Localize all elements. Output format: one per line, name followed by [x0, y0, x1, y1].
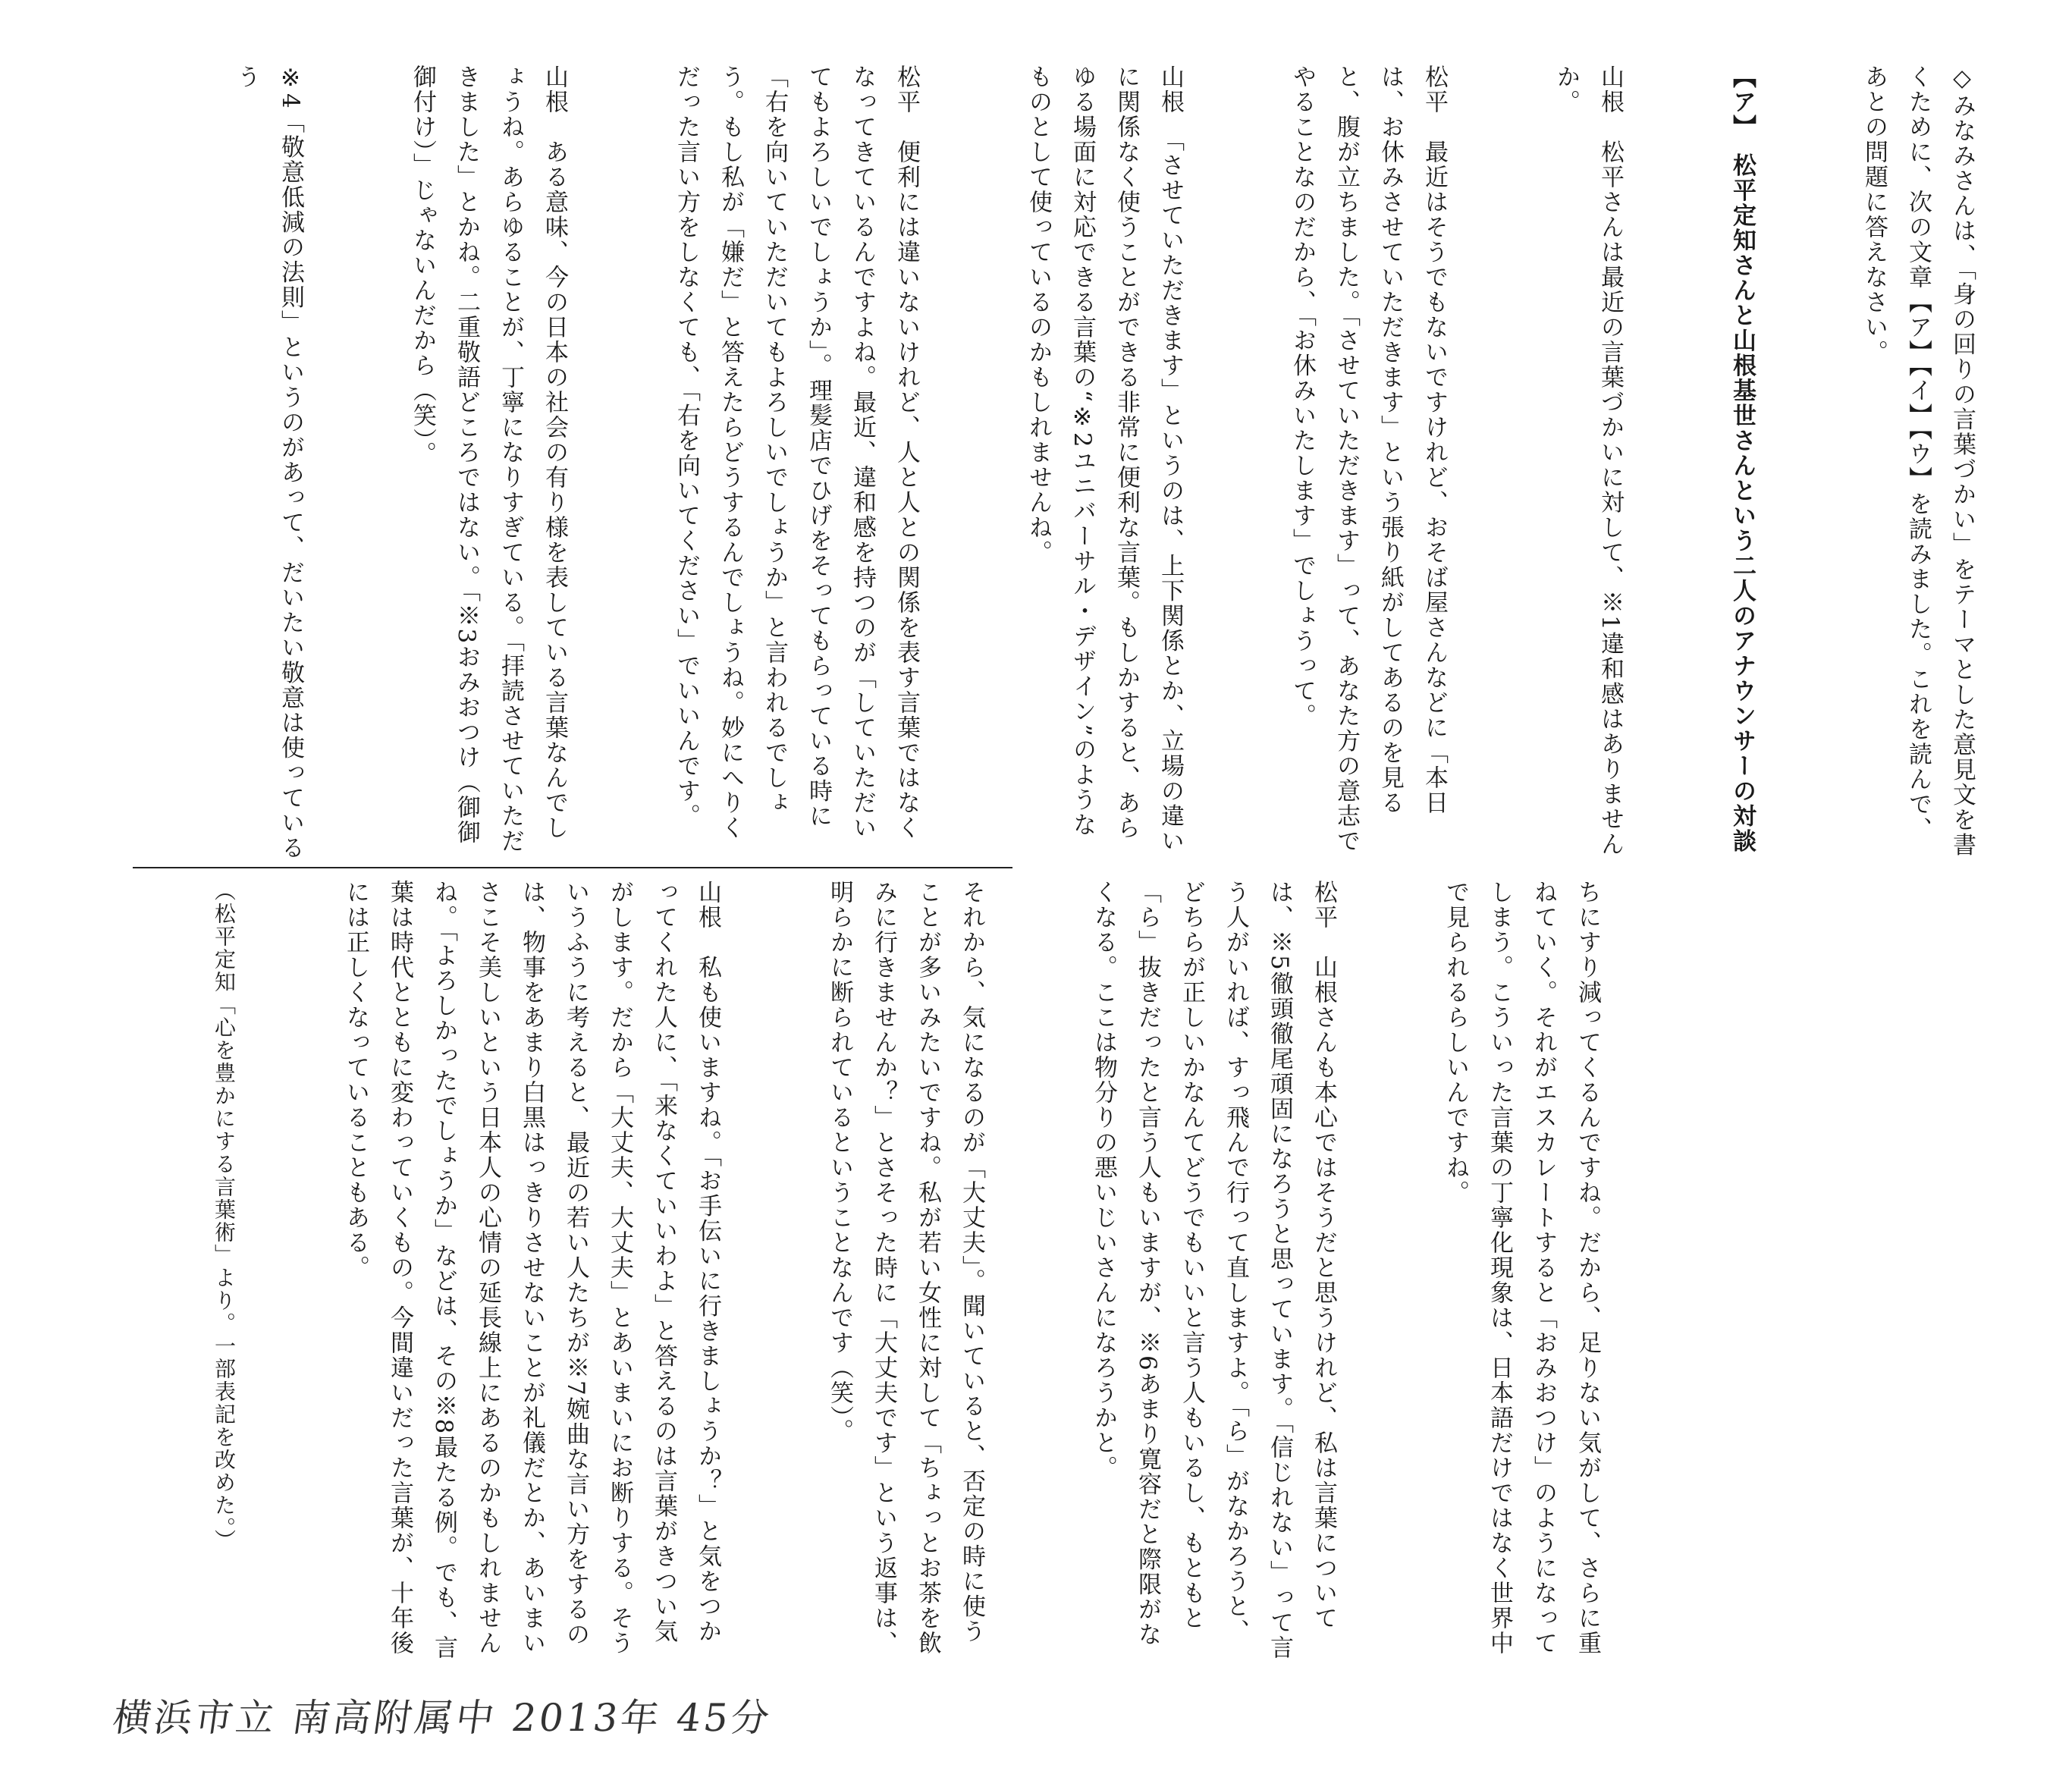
instruction-paragraph: [1852, 64, 1984, 861]
dialogue-u3: 山根 「させていただきます」というのは、上下関係とか、立場の違いに関係なく使うことができる非常に便利な言葉。もしかすると、あらゆる場面に対応できる言葉の“※2ユニバーサル・デザイン”のようなものとして使っているのかもしれませんね。: [1025, 64, 1184, 854]
section-a-label: 【ア】: [1728, 64, 1756, 128]
lower-text: [114, 880, 1697, 1669]
dialogue-l1: ちにすり減ってくるんですね。だから、足りない気がして、さらに重ねていく。それがエスカレートすると「おみおつけ」のようになってしまう。こういった言葉の丁寧化現象は、日本語だけではなく世界中で見られるらしいんですね。: [1442, 880, 1601, 1656]
diamond-marker: ◇: [1948, 64, 1976, 93]
section-a-heading: [1720, 64, 1764, 861]
dialogue-u5: 山根 ある意味、今の日本の社会の有り様を表している言葉なんでしょうね。あらゆることが、丁寧になりすぎている。「拝読させていただきました」とかね。二重敬語どころではない。「※3おみおつけ（御御御付け）」じゃないんだから（笑）。: [409, 64, 568, 854]
lower-section: [114, 880, 1601, 1669]
instruction-text: みなみさんは、「身の回りの言葉づかい」をテーマとした意見文を書くために、次の文章【ア】【イ】【ウ】を読みました。これを読んで、あとの問題に答えなさい。: [1860, 64, 1976, 858]
dialogue-u6: ※4「敬意低減の法則」というのがあって、だいたい敬意は使っているう: [233, 64, 304, 861]
upper-section: [137, 64, 1976, 861]
dialogue-l3: それから、気になるのが「大丈夫」。聞いていると、否定の時に使うことが多いみたいですね。私が若い女性に対して「ちょっとお茶を飲みに行きませんか？」とさそった時に「大丈夫です」という返事は、明らかに断られているということなんです（笑）。: [826, 880, 985, 1656]
dialogue-l4: 山根 私も使いますね。「お手伝いに行きましょうか？」と気をつかってくれた人に、「来なくていいわよ」と答えるのは言葉がきつい気がします。だから「大丈夫、大丈夫」とあいまいにお断りする。そういうふうに考えると、最近の若い人たちが※7婉曲な言い方をするのは、物事をあまり白黒はっきりさせないことが礼儀だとか、あいまいさこそ美しいという日本人の心情の延長線上にあるのかもしれませんね。「よろしかったでしょうか」などは、その※8最たる例。でも、言葉は時代とともに変わっていくもの。今間違いだった言葉が、十年後には正しくなっていることもある。: [342, 880, 721, 1661]
dialogue-u1: 山根 松平さんは最近の言葉づかいに対して、※1違和感はありませんか。: [1552, 64, 1624, 857]
section-a-title: 松平定知さんと山根基世さんという二人のアナウンサーの対談: [1728, 152, 1756, 854]
upper-text: [137, 64, 2072, 861]
dialogue-u4: 松平 便利には違いないけれど、人と人との関係を表す言葉ではなくなってきているんですよね。最近、違和感を持つのが「していただいてもよろしいでしょうか」。理髪店でひげをそってもらっている時に「右を向いていただいてもよろしいでしょうか」と言われるでしょう。もし私が「嫌だ」と答えたらどうするんでしょうね。妙にへりくだった言い方をしなくても、「右を向いてください」でいいんです。: [673, 64, 920, 840]
dialogue-l2: 松平 山根さんも本心ではそうだと思うけれど、私は言葉については、※5徹頭徹尾頑固になろうと思っています。「信じれない」って言う人がいれば、すっ飛んで行って直しますよ。「ら」がなかろうと、どちらが正しいかなんてどうでもいいと言う人もいるし、もともと「ら」抜きだったと言う人もいますが、※6あまり寛容だと際限がなくなる。ここは物分りの悪いじいさんになろうかと。: [1090, 880, 1337, 1661]
section-divider: [133, 867, 1012, 868]
handwritten-note: 横浜市立 南高附属中 2013年 45分: [110, 1696, 775, 1740]
source-citation: （松平定知「心を豊かにする言葉術」より。一部表記を改めた。）: [212, 880, 237, 1552]
dialogue-u2: 松平 最近はそうでもないですけれど、おそば屋さんなどに「本日は、お休みさせていただきます」という張り紙がしてあるのを見ると、腹が立ちました。「させていただきます」って、あなた方の意志でやることなのだから、「お休みいたします」でしょうって。: [1289, 64, 1448, 854]
